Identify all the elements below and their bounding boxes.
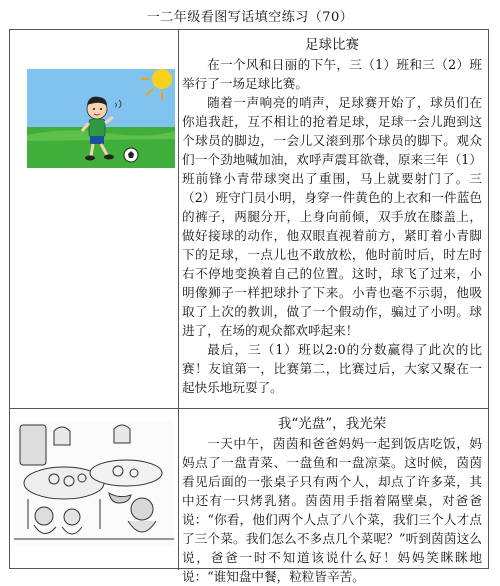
football-illustration: [27, 69, 175, 168]
worksheet-table: [9, 29, 489, 584]
story1-paragraph: 在一个风和日丽的下午，三（1）班和三（2）班举行了一场足球比赛。: [182, 57, 482, 91]
story2-title: 我“光盘”，我光荣: [277, 416, 387, 432]
football-icon: [124, 148, 138, 162]
story1-title: 足球比赛: [305, 37, 359, 53]
story1-text-column: [182, 30, 482, 397]
story2-paragraph: 一天中午，茵茵和爸爸妈妈一起到饭店吃饭，妈妈点了一盘青菜、一盘鱼和一盘凉菜。这时候，茵茵看见后面的一张桌子只有两个人，却点了许多菜，其中还有一只烤乳猪。茵茵用手指着隔壁桌，对爸爸说：“你看，他们两个人点了八个菜，我们三个人才点了三个菜。我们怎么不多点几个菜呢？”听到茵茵这么说，爸爸一时不知道该说什么好！妈妈笑眯眯地说：“谁知盘中餐，粒粒皆辛苦。: [182, 436, 482, 584]
page-title: 一二年级看图写话填空练习（70）: [146, 10, 354, 25]
story1-paragraph: 最后，三（1）班以2:0的分数赢得了此次的比赛！友谊第一，比赛第二，比赛过后，大家又聚在一起快乐地玩耍了。: [182, 342, 482, 395]
story1-paragraph: 随着一声响亮的哨声，足球赛开始了，球员们在你追我赶，互不相让的抢着足球，足球一会儿跑到这个球员的脚边，一会儿又滚到那个球员的脚下。观众们一个劲地喊加油，欢呼声震耳欲聋，原来三年（1）班前锋小青带球突出了重围，马上就要射门了。三（2）班守门员小明，身穿一件黄色的上衣和一件蓝色的裤子，两腿分开，上身向前倾，双手放在膝盖上，做好接球的动作，他双眼直视着前方，紧盯着小青脚下的足球，一点儿也不敢放松，他时前时后，时左时右不停地变换着自己的位置。这时，球飞了过来，小明像狮子一样把球扑了下来。小青也毫不示弱，他吸取了上次的教训，做了一个假动作，骗过了小明。球进了，在场的观众都欢呼起来！: [182, 95, 482, 338]
restaurant-illustration: [14, 421, 174, 546]
story2-text-column: [182, 409, 482, 586]
column-divider: [178, 30, 179, 570]
